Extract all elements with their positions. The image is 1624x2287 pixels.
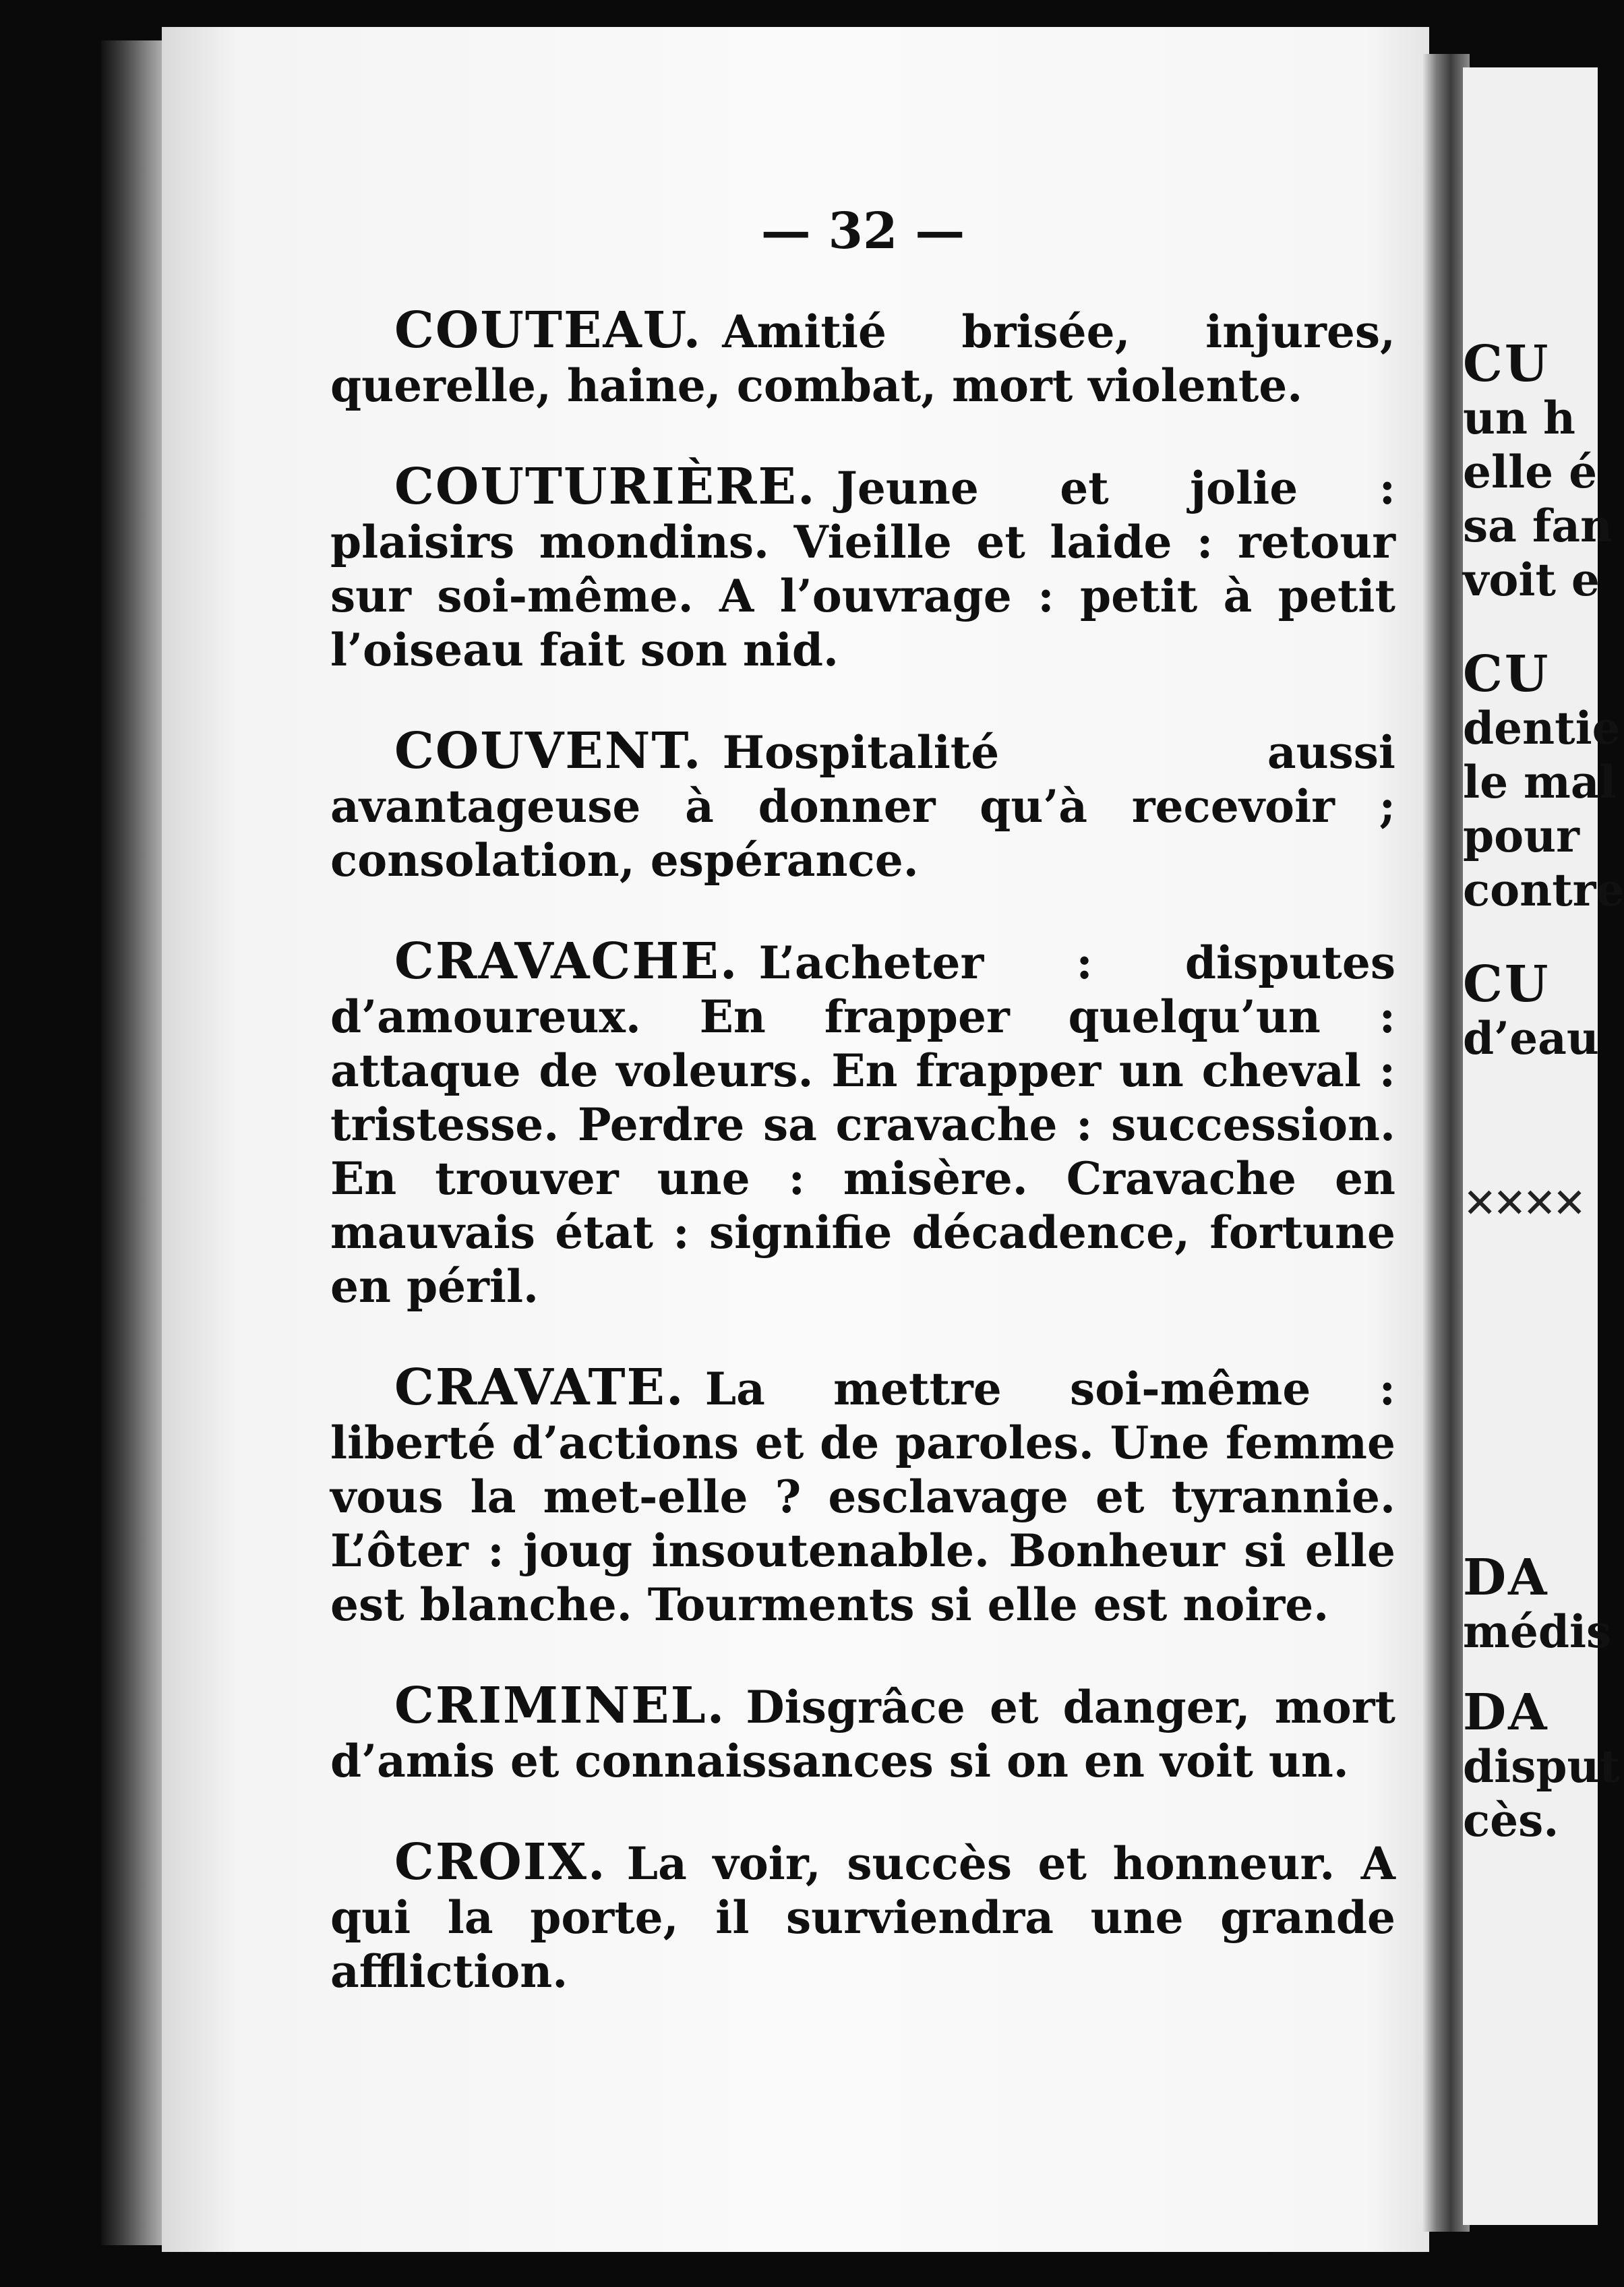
facing-page-fragment: elle é	[1463, 446, 1598, 498]
facing-page-fragment: un h	[1463, 392, 1575, 444]
ornament-divider: ✕✕✕✕	[1463, 1180, 1583, 1227]
entry-headword: COUTEAU.	[394, 301, 702, 359]
facing-page-fragment: pour	[1463, 810, 1580, 862]
entry-headword: CRAVACHE.	[394, 932, 739, 990]
entry-headword: CRIMINEL.	[394, 1677, 726, 1735]
dictionary-entries	[330, 303, 1395, 2046]
entry-cravate	[330, 1361, 1395, 1632]
entry-couvent	[330, 724, 1395, 887]
entry-text: Hospitalité aussi avantageuse à donner qu’à recevoir ; consolation, espérance.	[330, 726, 1395, 887]
facing-page-fragment: disput	[1463, 1740, 1620, 1793]
entry-text: La mettre soi-même : liberté d’actions et de paroles. Une femme vous la met-elle ? esclavage et tyrannie. L’ôter : joug insoutenable. Bonheur si elle est blanche. Tourments si elle est noire.	[330, 1363, 1395, 1631]
entry-headword: COUTURIÈRE.	[394, 458, 816, 516]
entry-text: La voir, succès et honneur. A qui la porte, il surviendra une grande affliction.	[330, 1837, 1395, 1998]
entry-criminel	[330, 1679, 1395, 1788]
facing-page-fragment: sa fan	[1463, 500, 1613, 552]
facing-page-fragment: CU	[1463, 645, 1551, 703]
facing-page-fragment: d’eau	[1463, 1012, 1599, 1065]
facing-page-fragment: dentie	[1463, 702, 1621, 754]
entry-croix	[330, 1835, 1395, 1998]
entry-cravache	[330, 934, 1395, 1313]
entry-text: Jeune et jolie : plaisirs mondins. Vieille et laide : retour sur soi-même. A l’ouvrage : petit à petit l’oiseau fait son nid.	[330, 462, 1395, 676]
entry-couteau	[330, 303, 1395, 413]
entry-couturiere	[330, 460, 1395, 677]
facing-page-fragment: CU	[1463, 335, 1551, 393]
entry-text: L’acheter : disputes d’amoureux. En frapper quelqu’un : attaque de voleurs. En frapper un cheval : tristesse. Perdre sa cravache : succession. En trouver une : misère. Cravache en mauvais état : signifie décadence, fortune en péril.	[330, 937, 1395, 1313]
entry-text: Disgrâce et danger, mort d’amis et connaissances si on en voit un.	[330, 1681, 1395, 1787]
facing-page-fragment: voit e	[1463, 554, 1600, 606]
facing-page-fragment: médis	[1463, 1605, 1612, 1658]
entry-text: Amitié brisée, injures, querelle, haine, combat, mort violente.	[330, 305, 1395, 412]
entry-headword: COUVENT.	[394, 722, 702, 780]
entry-headword: CROIX.	[394, 1833, 607, 1891]
page-number: — 32 —	[760, 202, 965, 260]
entry-headword: CRAVATE.	[394, 1359, 685, 1417]
facing-page-fragment: cès.	[1463, 1794, 1559, 1847]
facing-page-fragment: DA	[1463, 1549, 1549, 1607]
facing-page-fragment: DA	[1463, 1684, 1549, 1742]
facing-page-fragment: le mal	[1463, 756, 1617, 808]
facing-page-fragment: CU	[1463, 955, 1551, 1013]
facing-page-fragment: contre	[1463, 864, 1624, 916]
facing-page-edge	[1463, 67, 1624, 2225]
